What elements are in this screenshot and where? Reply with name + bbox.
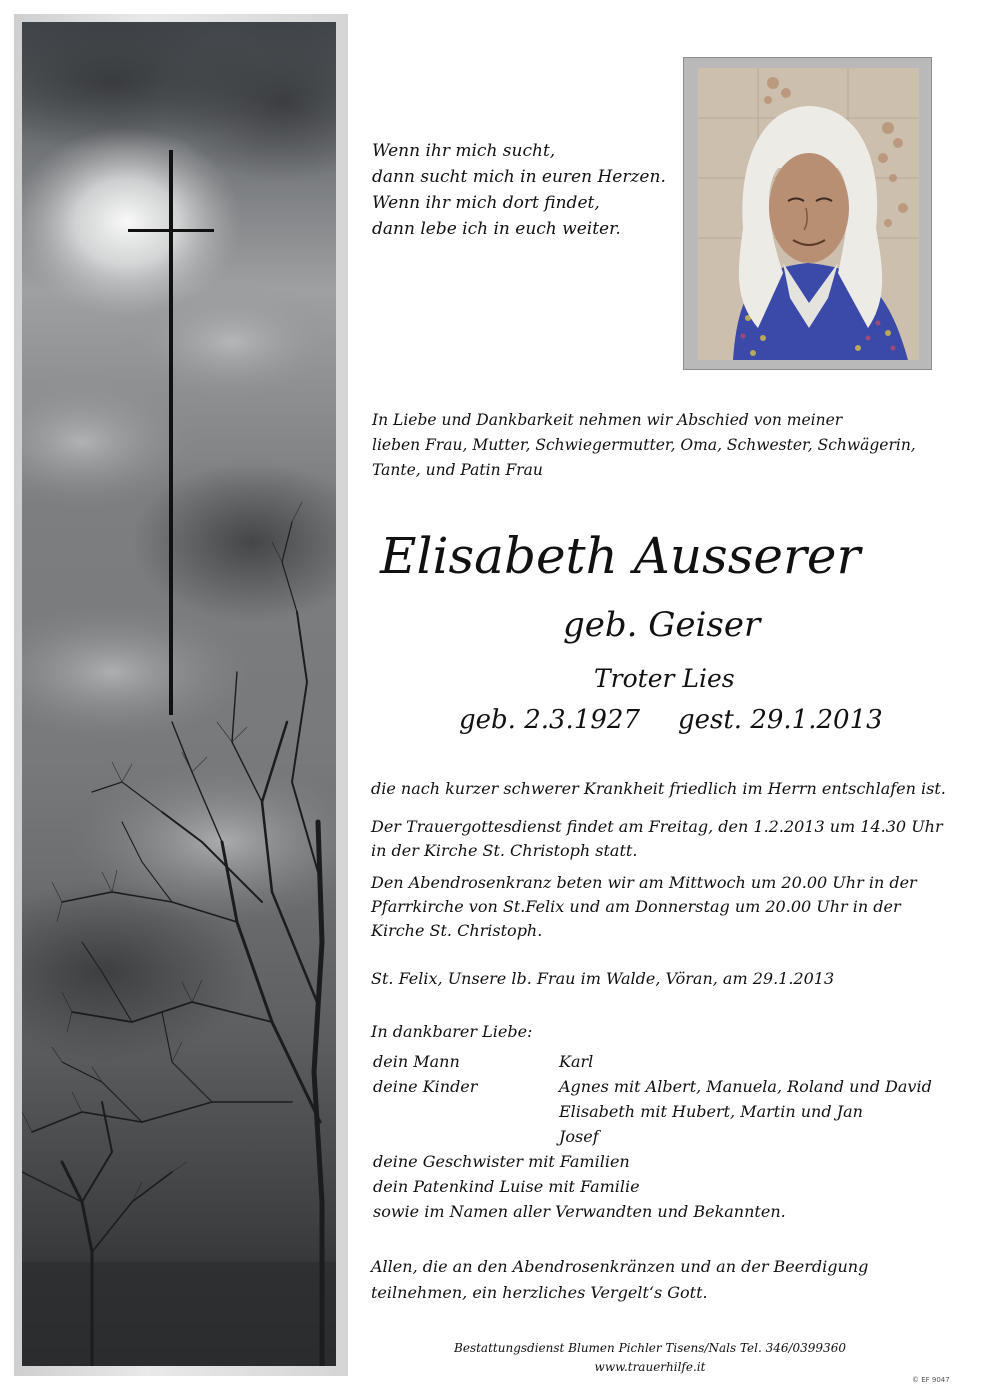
poem-line: Wenn ihr mich sucht,	[372, 141, 556, 161]
life-dates	[459, 702, 883, 738]
family-member: Elisabeth mit Hubert, Martin und Jan	[559, 1102, 863, 1121]
template-code: © EF 9047	[912, 1376, 950, 1384]
family-list	[373, 1049, 932, 1224]
family-row	[373, 1099, 932, 1124]
place-date: St. Felix, Unsere lb. Frau im Walde, Vöran, am 29.1.2013	[371, 969, 835, 988]
family-other: deine Geschwister mit Familien	[373, 1152, 630, 1171]
thanks-line: teilnehmen, ein herzliches Vergelt‘s Gott.	[371, 1283, 708, 1302]
death-date: gest. 29.1.2013	[677, 705, 883, 735]
family-row	[373, 1074, 932, 1099]
sky-photo	[22, 22, 336, 1366]
rosary-text	[371, 871, 917, 943]
family-role: deine Kinder	[373, 1077, 478, 1096]
mourners-intro: In dankbarer Liebe:	[371, 1022, 533, 1041]
intro-line: lieben Frau, Mutter, Schwiegermutter, Oma, Schwester, Schwägerin,	[372, 436, 916, 454]
website-link[interactable]: www.trauerhilfe.it	[594, 1360, 706, 1374]
family-row	[373, 1124, 932, 1149]
birth-date: geb. 2.3.1927	[459, 705, 640, 735]
undertaker-info: Bestattungsdienst Blumen Pichler Tisens/Nals Tel. 346/0399360	[454, 1341, 846, 1355]
poem-line: dann sucht mich in euren Herzen.	[372, 167, 666, 187]
poem	[372, 138, 666, 242]
deceased-name: Elisabeth Ausserer	[380, 527, 861, 585]
thanks-text	[371, 1254, 868, 1306]
family-other: sowie im Namen aller Verwandten und Bekannten.	[373, 1202, 786, 1221]
portrait-photo	[698, 68, 919, 360]
poem-line: dann lebe ich in euch weiter.	[372, 219, 621, 239]
service-line: in der Kirche St. Christoph statt.	[371, 841, 638, 860]
cross-vertical	[169, 150, 173, 715]
family-other: dein Patenkind Luise mit Familie	[373, 1177, 640, 1196]
cross-horizontal	[128, 229, 214, 232]
nickname: Troter Lies	[594, 664, 735, 693]
family-member: Karl	[559, 1052, 594, 1071]
family-member: Agnes mit Albert, Manuela, Roland und David	[559, 1077, 932, 1096]
poem-line: Wenn ihr mich dort findet,	[372, 193, 600, 213]
intro-text	[372, 408, 916, 483]
funeral-service-text	[371, 815, 943, 863]
passing-text: die nach kurzer schwerer Krankheit friedlich im Herrn entschlafen ist.	[371, 779, 946, 798]
thanks-line: Allen, die an den Abendrosenkränzen und an der Beerdigung	[371, 1257, 869, 1276]
intro-line: In Liebe und Dankbarkeit nehmen wir Abschied von meiner	[372, 411, 843, 429]
intro-line: Tante, und Patin Frau	[372, 461, 543, 479]
family-role: dein Mann	[373, 1052, 460, 1071]
maiden-name: geb. Geiser	[563, 605, 761, 645]
rosary-line: Den Abendrosenkranz beten wir am Mittwoch um 20.00 Uhr in der	[371, 873, 917, 892]
rosary-line: Kirche St. Christoph.	[371, 921, 543, 940]
family-member: Josef	[559, 1127, 599, 1146]
family-row	[373, 1049, 932, 1074]
rosary-line: Pfarrkirche von St.Felix und am Donnerstag um 20.00 Uhr in der	[371, 897, 901, 916]
service-line: Der Trauergottesdienst findet am Freitag, den 1.2.2013 um 14.30 Uhr	[371, 817, 943, 836]
